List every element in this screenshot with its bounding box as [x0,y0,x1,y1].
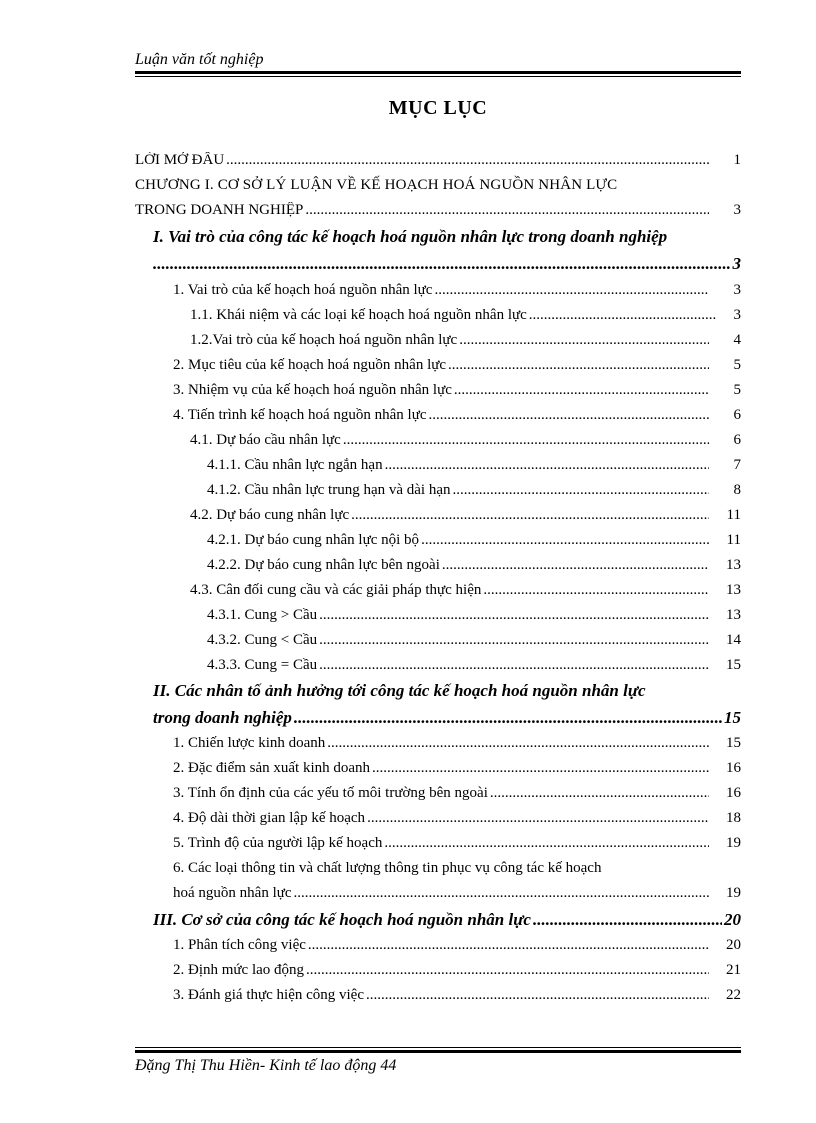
toc-entry-label: hoá nguồn nhân lực [173,885,292,901]
toc-section-2-line1[interactable]: II. Các nhân tố ảnh hưởng tới công tác kế hoạch hoá nguồn nhân lực [153,681,646,700]
toc-entry-label: 4.1.1. Cầu nhân lực ngắn hạn [207,457,383,473]
toc-entry-loi-mo-dau[interactable] [135,152,741,169]
toc-page-number: 19 [726,835,741,851]
toc-page-number: 4 [733,332,741,348]
header-title: Luận văn tốt nghiệp [135,51,264,68]
toc-entry-iii1[interactable] [173,937,741,954]
toc-entry-i4-3-1[interactable] [207,607,741,624]
toc-entry-label: 3. Nhiệm vụ của kế hoạch hoá nguồn nhân lực [173,382,452,398]
toc-page-number: 14 [726,632,741,648]
toc-entry-ii6-line1[interactable]: 6. Các loại thông tin và chất lượng thông tin phục vụ công tác kế hoạch [173,860,602,876]
toc-entry-label: 2. Đặc điểm sản xuất kinh doanh [173,760,371,776]
toc-leader-dots [385,457,709,474]
toc-section-1-page[interactable] [153,254,741,274]
toc-page-number: 20 [726,937,741,953]
toc-entry-i4-1[interactable] [190,432,741,449]
toc-section-3[interactable] [153,910,741,930]
page-header [135,50,741,70]
toc-entry-label: 4.2.1. Dự báo cung nhân lực nội bộ [207,532,420,548]
toc-entry-label: 3. Đánh giá thực hiện công việc [173,987,364,1003]
toc-page-number: 3 [733,307,741,323]
toc-leader-dots [421,532,709,549]
toc-page-number: 22 [726,987,741,1003]
toc-entry-label: 4.1. Dự báo cầu nhân lực [190,432,341,448]
toc-page-number: 13 [726,582,741,598]
toc-leader-dots [351,507,709,524]
toc-page-number: 3 [733,282,741,298]
toc-leader-dots [529,307,717,324]
toc-leader-dots [367,810,709,827]
toc-leader-dots [533,910,722,930]
toc-leader-dots [327,735,709,752]
toc-leader-dots [306,962,709,979]
toc-entry-i4-1-2[interactable] [207,482,741,499]
toc-page-number: 13 [726,557,741,573]
toc-leader-dots [483,582,709,599]
header-rule-thin [135,76,741,77]
toc-leader-dots [153,254,731,274]
toc-page-number: 15 [726,735,741,751]
toc-entry-label: 4.3.2. Cung < Cầu [207,632,318,648]
toc-entry-label: 4.1.2. Cầu nhân lực trung hạn và dài hạn [207,482,451,498]
toc-entry-i1[interactable] [173,282,741,299]
toc-entry-ii3[interactable] [173,785,741,802]
toc-leader-dots [384,835,709,852]
toc-entry-label: LỜI MỞ ĐẦU [135,152,225,168]
toc-leader-dots [305,202,709,219]
toc-page-number: 20 [724,910,741,929]
toc-leader-dots [442,557,709,574]
toc-leader-dots [434,282,709,299]
toc-entry-label: 1. Chiến lược kinh doanh [173,735,326,751]
toc-leader-dots [429,407,709,424]
toc-page-number: 11 [726,532,741,548]
toc-page-number: 5 [733,357,741,373]
footer-rule-thin [135,1047,741,1048]
toc-entry-iii2[interactable] [173,962,741,979]
toc-entry-i4-1-1[interactable] [207,457,741,474]
toc-page-number: 19 [726,885,741,901]
toc-entry-label: 4.2. Dự báo cung nhân lực [190,507,350,523]
toc-page-number: 5 [733,382,741,398]
toc-entry-label: 2. Định mức lao động [173,962,305,978]
toc-leader-dots [294,885,709,902]
toc-entry-i4-3-3[interactable] [207,657,741,674]
page-title: MỤC LỤC [388,97,488,119]
toc-entry-label: 4. Độ dài thời gian lập kế hoạch [173,810,366,826]
toc-page-number: 15 [724,708,741,727]
toc-leader-dots [226,152,709,169]
toc-entry-label: 1.2.Vai trò của kế hoạch hoá nguồn nhân lực [190,332,458,348]
toc-leader-dots [319,632,709,649]
toc-entry-label: 4.2.2. Dự báo cung nhân lực bên ngoài [207,557,440,573]
toc-page-number: 16 [726,760,741,776]
toc-entry-ii4[interactable] [173,810,741,827]
toc-entry-ii6[interactable] [173,885,741,902]
toc-entry-label: 5. Trình độ của người lập kế hoạch [173,835,383,851]
toc-entry-i1-2[interactable] [190,332,741,349]
toc-page-number: 3 [732,254,741,273]
toc-entry-label: 4.3.1. Cung > Cầu [207,607,318,623]
toc-entry-i4-2[interactable] [190,507,741,524]
toc-page-number: 13 [726,607,741,623]
toc-entry-chapter1[interactable] [135,202,741,219]
toc-entry-iii3[interactable] [173,987,741,1004]
toc-entry-label: 1.1. Khái niệm và các loại kế hoạch hoá nguồn nhân lực [190,307,527,323]
toc-entry-i4-2-2[interactable] [207,557,741,574]
toc-page-number: 16 [726,785,741,801]
toc-entry-label: 4.3. Cân đối cung cầu và các giải pháp thực hiện [190,582,482,598]
toc-entry-label: 2. Mục tiêu của kế hoạch hoá nguồn nhân lực [173,357,447,373]
toc-leader-dots [490,785,709,802]
toc-leader-dots [459,332,709,349]
toc-entry-label: 3. Tính ổn định của các yếu tố môi trường bên ngoài [173,785,488,801]
toc-entry-i3[interactable] [173,382,741,399]
toc-page-number: 7 [733,457,741,473]
toc-page-number: 15 [726,657,741,673]
toc-leader-dots [448,357,709,374]
header-rule-thick [135,71,741,74]
toc-leader-dots [319,657,709,674]
toc-page-number: 21 [726,962,741,978]
toc-leader-dots [366,987,709,1004]
toc-entry-i4[interactable] [173,407,741,424]
toc-entry-ii5[interactable] [173,835,741,852]
toc-page-number: 6 [733,407,741,423]
toc-section-1-line1[interactable]: I. Vai trò của công tác kế hoạch hoá nguồn nhân lực trong doanh nghiệp [153,227,668,246]
toc-entry-i4-2-1[interactable] [207,532,741,549]
toc-entry-label: 4.3.3. Cung = Cầu [207,657,318,673]
toc-page-number: 1 [733,152,741,168]
toc-chapter1-line1[interactable]: CHƯƠNG I. CƠ SỞ LÝ LUẬN VỀ KẾ HOẠCH HOÁ NGUỒN NHÂN LỰC [135,177,618,193]
page-footer [135,1057,741,1075]
toc-page-number: 18 [726,810,741,826]
footer-author: Đặng Thị Thu Hiền- Kinh tế lao động 44 [135,1057,397,1074]
toc-entry-i2[interactable] [173,357,741,374]
toc-entry-label: III. Cơ sở của công tác kế hoạch hoá nguồn nhân lực [153,910,531,929]
toc-page-number: 6 [733,432,741,448]
toc-entry-label: 1. Phân tích công việc [173,937,306,953]
toc-section-2[interactable] [153,708,741,728]
toc-page-number: 8 [733,482,741,498]
toc-leader-dots [454,382,709,399]
toc-entry-label: 1. Vai trò của kế hoạch hoá nguồn nhân lực [173,282,433,298]
toc-leader-dots [372,760,709,777]
toc-entry-i4-3-2[interactable] [207,632,741,649]
toc-leader-dots [453,482,710,499]
toc-entry-ii1[interactable] [173,735,741,752]
toc-page-number: 3 [733,202,741,218]
toc-entry-label: 4. Tiến trình kế hoạch hoá nguồn nhân lực [173,407,427,423]
toc-entry-label: TRONG DOANH NGHIỆP [135,202,304,218]
toc-entry-i1-1[interactable] [190,307,741,324]
toc-leader-dots [343,432,709,449]
toc-leader-dots [294,708,722,728]
toc-leader-dots [319,607,709,624]
toc-page-number: 11 [726,507,741,523]
toc-leader-dots [308,937,709,954]
footer-rule-thick [135,1050,741,1053]
toc-entry-ii2[interactable] [173,760,741,777]
toc-entry-label: trong doanh nghiệp [153,708,292,727]
toc-entry-i4-3[interactable] [190,582,741,599]
